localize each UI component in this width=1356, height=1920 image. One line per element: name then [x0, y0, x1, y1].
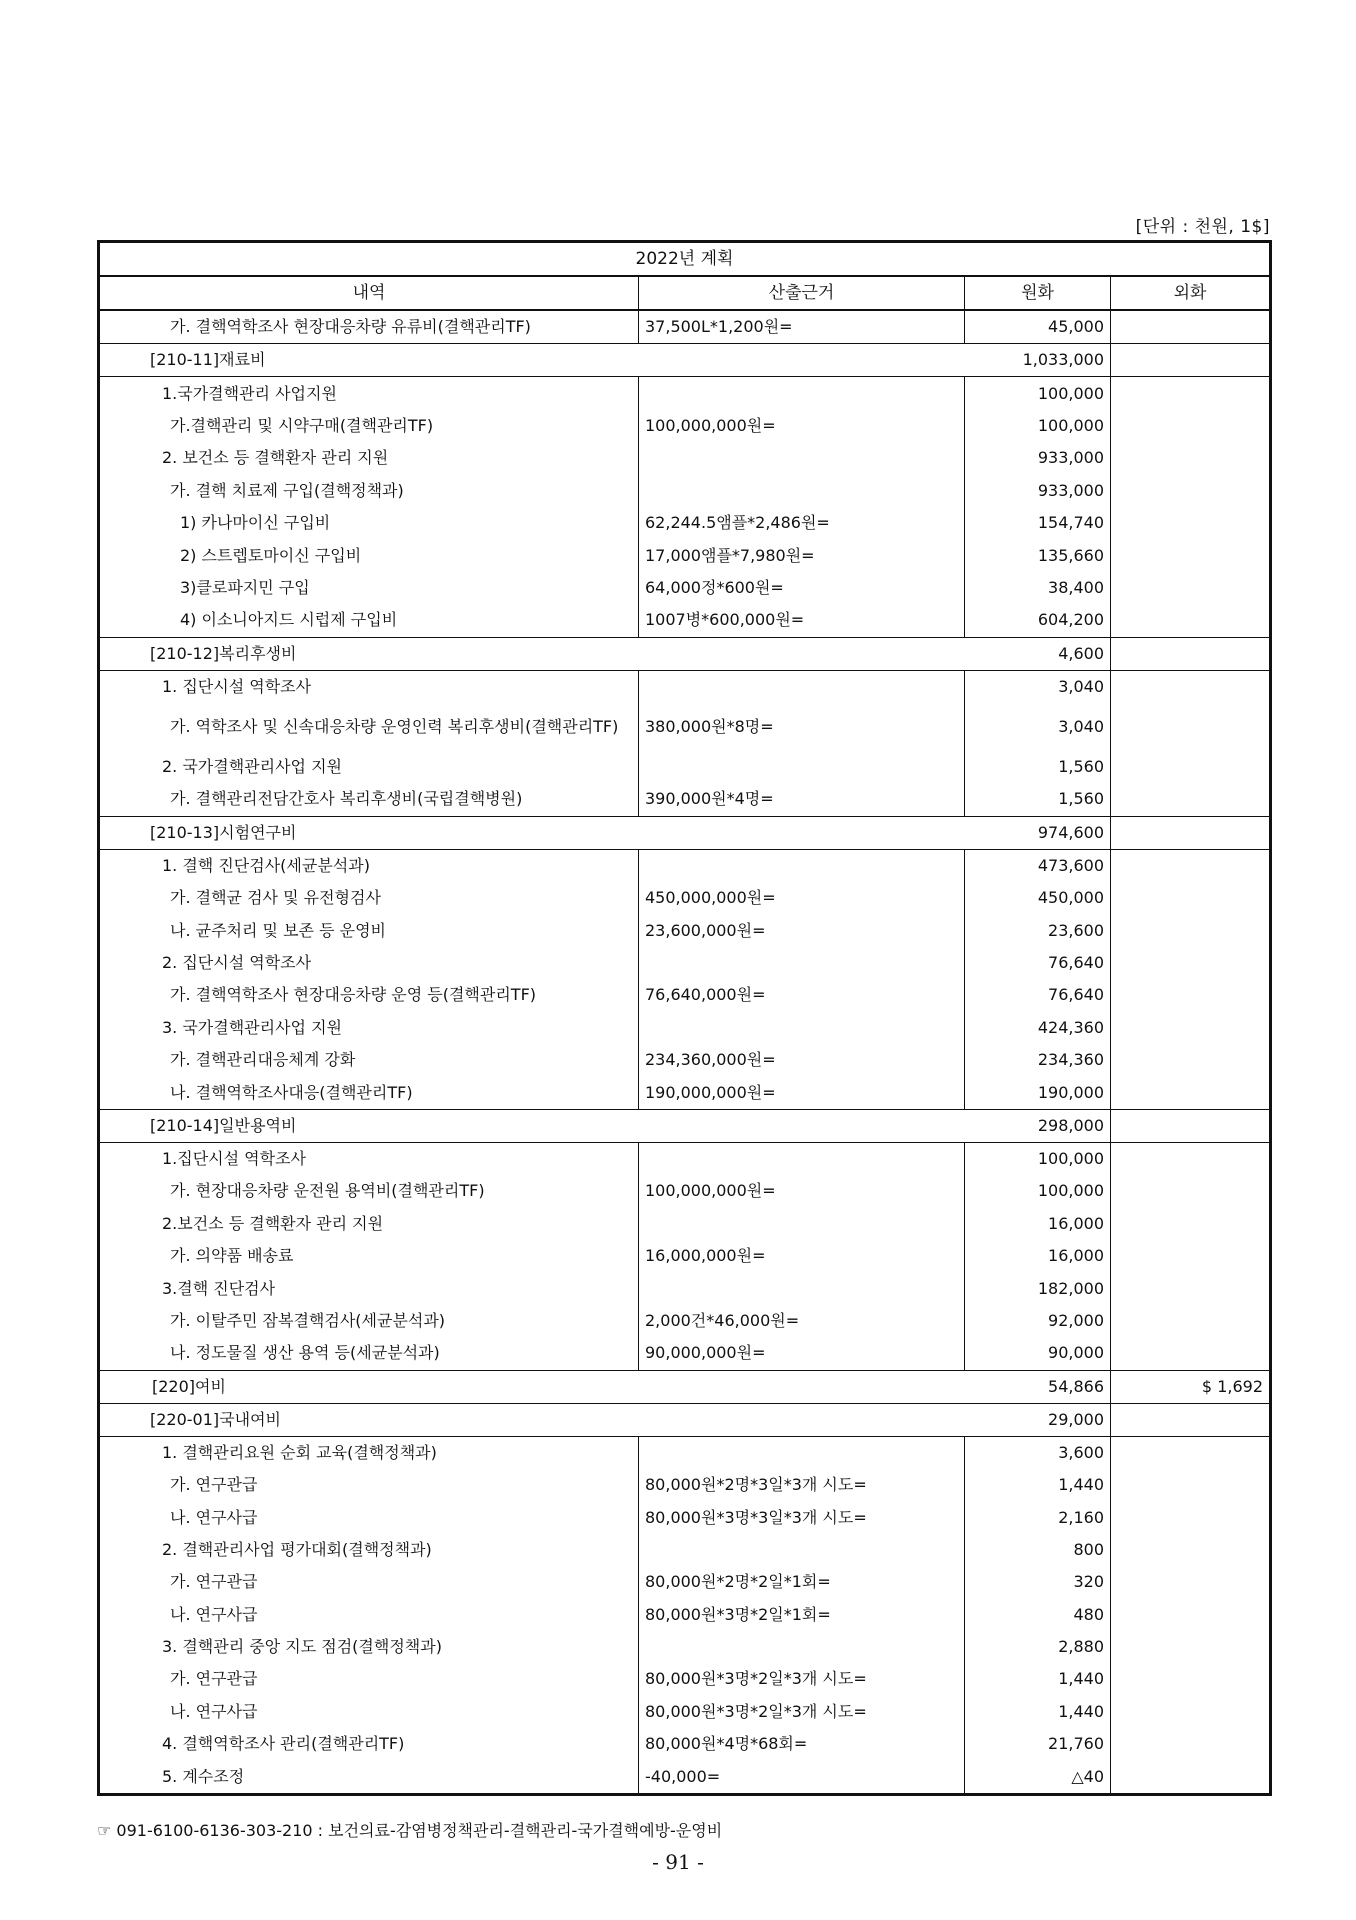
column-header-fx: 외화 [1111, 276, 1271, 310]
row-amount-foreign [1111, 377, 1271, 410]
row-description: 가. 결핵역학조사 현장대응차량 운영 등(결핵관리TF) [99, 979, 639, 1011]
budget-table [97, 240, 1272, 1796]
row-amount-won: 92,000 [965, 1305, 1111, 1337]
row-calculation [639, 947, 965, 979]
row-description: 가. 연구관급 [99, 1566, 639, 1598]
row-description: 4) 이소니아지드 시럽제 구입비 [99, 604, 639, 637]
row-calculation [639, 670, 965, 703]
row-amount-foreign [1111, 1272, 1271, 1304]
table-row [99, 1566, 1271, 1598]
row-amount-won: 23,600 [965, 914, 1111, 946]
row-calculation: 2,000건*46,000원= [639, 1305, 965, 1337]
row-calculation: 80,000원*3명*3일*3개 시도= [639, 1501, 965, 1533]
row-amount-won: 298,000 [965, 1109, 1111, 1142]
row-amount-foreign [1111, 1012, 1271, 1044]
row-amount-foreign [1111, 703, 1271, 751]
row-amount-won: 2,160 [965, 1501, 1111, 1533]
row-amount-won: 100,000 [965, 1175, 1111, 1207]
table-row [99, 1208, 1271, 1240]
row-amount-foreign [1111, 1436, 1271, 1469]
row-calculation: 62,244.5앰플*2,486원= [639, 507, 965, 539]
row-description: 가. 결핵관리전담간호사 복리후생비(국립결핵병원) [99, 783, 639, 816]
row-calculation: 80,000원*3명*2일*3개 시도= [639, 1696, 965, 1728]
row-calculation: 380,000원*8명= [639, 703, 965, 751]
row-description: 1. 결핵관리요원 순회 교육(결핵정책과) [99, 1436, 639, 1469]
row-description: 가. 결핵균 검사 및 유전형검사 [99, 882, 639, 914]
table-row [99, 1337, 1271, 1370]
row-amount-foreign [1111, 1663, 1271, 1695]
table-row [99, 1696, 1271, 1728]
row-calculation: 64,000정*600원= [639, 572, 965, 604]
row-calculation [639, 1534, 965, 1566]
row-amount-foreign [1111, 1534, 1271, 1566]
row-description: 1.국가결핵관리 사업지원 [99, 377, 639, 410]
row-description: 2. 국가결핵관리사업 지원 [99, 751, 639, 783]
row-amount-won: 4,600 [965, 637, 1111, 670]
table-row [99, 882, 1271, 914]
table-row-section [99, 637, 1271, 670]
row-amount-won: 3,040 [965, 703, 1111, 751]
table-row [99, 475, 1271, 507]
row-amount-foreign [1111, 344, 1271, 377]
table-row [99, 377, 1271, 410]
row-description: 나. 연구사급 [99, 1501, 639, 1533]
row-description: 2. 결핵관리사업 평가대회(결핵정책과) [99, 1534, 639, 1566]
table-row-section [99, 1370, 1271, 1403]
row-amount-foreign [1111, 783, 1271, 816]
row-amount-foreign [1111, 637, 1271, 670]
table-row [99, 1501, 1271, 1533]
table-row [99, 572, 1271, 604]
row-description: 2. 집단시설 역학조사 [99, 947, 639, 979]
row-calculation: 90,000,000원= [639, 1337, 965, 1370]
row-description: 2. 보건소 등 결핵환자 관리 지원 [99, 442, 639, 474]
row-calculation [639, 1142, 965, 1175]
row-description: 2.보건소 등 결핵환자 관리 지원 [99, 1208, 639, 1240]
row-amount-won: 29,000 [965, 1403, 1111, 1436]
table-row [99, 1142, 1271, 1175]
table-row [99, 979, 1271, 1011]
row-calculation: 80,000원*2명*2일*1회= [639, 1566, 965, 1598]
table-row [99, 1760, 1271, 1794]
row-description: 1) 카나마이신 구입비 [99, 507, 639, 539]
row-amount-foreign [1111, 1240, 1271, 1272]
row-calculation: 80,000원*3명*2일*1회= [639, 1599, 965, 1631]
row-amount-foreign [1111, 816, 1271, 849]
row-description: 3)클로파지민 구입 [99, 572, 639, 604]
row-description: 가. 결핵역학조사 현장대응차량 유류비(결핵관리TF) [99, 310, 639, 344]
table-row [99, 783, 1271, 816]
row-description: 1. 집단시설 역학조사 [99, 670, 639, 703]
row-amount-won: 234,360 [965, 1044, 1111, 1076]
row-description: 나. 결핵역학조사대응(결핵관리TF) [99, 1076, 639, 1109]
row-amount-foreign [1111, 1142, 1271, 1175]
row-amount-won: 933,000 [965, 475, 1111, 507]
table-row [99, 703, 1271, 751]
row-amount-foreign [1111, 1728, 1271, 1760]
row-amount-foreign [1111, 914, 1271, 946]
row-amount-foreign [1111, 539, 1271, 571]
row-amount-foreign [1111, 1109, 1271, 1142]
row-description: 가. 연구관급 [99, 1469, 639, 1501]
table-row [99, 914, 1271, 946]
row-amount-foreign [1111, 310, 1271, 344]
row-description: [210-11]재료비 [99, 344, 965, 377]
row-description: 3. 결핵관리 중앙 지도 점검(결핵정책과) [99, 1631, 639, 1663]
row-amount-won: 45,000 [965, 310, 1111, 344]
row-amount-won: 1,440 [965, 1663, 1111, 1695]
row-description: [210-13]시험연구비 [99, 816, 965, 849]
row-amount-foreign [1111, 1760, 1271, 1794]
row-amount-won: 1,033,000 [965, 344, 1111, 377]
row-calculation: 37,500L*1,200원= [639, 310, 965, 344]
row-amount-won: 1,440 [965, 1469, 1111, 1501]
row-description: 가.결핵관리 및 시약구매(결핵관리TF) [99, 410, 639, 442]
table-row [99, 1272, 1271, 1304]
row-description: [210-12]복리후생비 [99, 637, 965, 670]
row-description: 나. 연구사급 [99, 1599, 639, 1631]
row-amount-won: 190,000 [965, 1076, 1111, 1109]
table-row [99, 604, 1271, 637]
row-amount-won: 1,560 [965, 783, 1111, 816]
row-amount-foreign [1111, 572, 1271, 604]
row-amount-won: 2,880 [965, 1631, 1111, 1663]
row-calculation [639, 849, 965, 882]
row-calculation: 80,000원*3명*2일*3개 시도= [639, 1663, 965, 1695]
table-row [99, 1076, 1271, 1109]
row-amount-foreign [1111, 1175, 1271, 1207]
column-header-desc: 내역 [99, 276, 639, 310]
row-calculation [639, 1631, 965, 1663]
row-amount-won: 933,000 [965, 442, 1111, 474]
table-row [99, 670, 1271, 703]
column-header-calc: 산출근거 [639, 276, 965, 310]
row-amount-won: 90,000 [965, 1337, 1111, 1370]
row-amount-foreign [1111, 1696, 1271, 1728]
row-calculation [639, 751, 965, 783]
row-description: 가. 의약품 배송료 [99, 1240, 639, 1272]
row-amount-foreign [1111, 1469, 1271, 1501]
row-calculation: 23,600,000원= [639, 914, 965, 946]
table-row [99, 1044, 1271, 1076]
row-description: 가. 현장대응차량 운전원 용역비(결핵관리TF) [99, 1175, 639, 1207]
budget-code-footnote: ☞ 091-6100-6136-303-210 : 보건의료-감염병정책관리-결핵관리-국가결핵예방-운영비 [97, 1821, 723, 1840]
row-description: 5. 계수조정 [99, 1760, 639, 1794]
row-amount-foreign [1111, 604, 1271, 637]
row-description: 가. 이탈주민 잠복결핵검사(세균분석과) [99, 1305, 639, 1337]
row-calculation: 100,000,000원= [639, 1175, 965, 1207]
row-description: 1. 결핵 진단검사(세균분석과) [99, 849, 639, 882]
row-amount-won: 424,360 [965, 1012, 1111, 1044]
row-amount-won: 450,000 [965, 882, 1111, 914]
row-amount-won: 1,560 [965, 751, 1111, 783]
table-row-section [99, 344, 1271, 377]
row-amount-foreign [1111, 507, 1271, 539]
row-amount-foreign [1111, 1208, 1271, 1240]
row-amount-won: 604,200 [965, 604, 1111, 637]
row-amount-won: △40 [965, 1760, 1111, 1794]
table-row [99, 442, 1271, 474]
table-row [99, 410, 1271, 442]
row-amount-won: 21,760 [965, 1728, 1111, 1760]
row-description: 가. 역학조사 및 신속대응차량 운영인력 복리후생비(결핵관리TF) [99, 703, 639, 751]
row-calculation [639, 1208, 965, 1240]
row-amount-foreign [1111, 442, 1271, 474]
row-amount-won: 473,600 [965, 849, 1111, 882]
row-amount-foreign [1111, 1044, 1271, 1076]
row-calculation [639, 475, 965, 507]
row-calculation [639, 1272, 965, 1304]
table-row [99, 1631, 1271, 1663]
table-row-section [99, 816, 1271, 849]
row-amount-won: 100,000 [965, 410, 1111, 442]
page-number: - 91 - [652, 1850, 704, 1874]
row-amount-won: 38,400 [965, 572, 1111, 604]
row-description: 3.결핵 진단검사 [99, 1272, 639, 1304]
row-calculation: 16,000,000원= [639, 1240, 965, 1272]
row-amount-foreign [1111, 1599, 1271, 1631]
row-amount-won: 3,040 [965, 670, 1111, 703]
row-calculation: -40,000= [639, 1760, 965, 1794]
table-row [99, 1012, 1271, 1044]
row-calculation: 234,360,000원= [639, 1044, 965, 1076]
row-description: [210-14]일반용역비 [99, 1109, 965, 1142]
row-description: 가. 결핵 치료제 구입(결핵정책과) [99, 475, 639, 507]
row-description: [220-01]국내여비 [99, 1403, 965, 1436]
row-calculation [639, 1012, 965, 1044]
row-amount-foreign [1111, 475, 1271, 507]
row-calculation [639, 442, 965, 474]
row-calculation: 17,000앰플*7,980원= [639, 539, 965, 571]
table-row-section [99, 1109, 1271, 1142]
row-calculation: 76,640,000원= [639, 979, 965, 1011]
row-calculation: 1007병*600,000원= [639, 604, 965, 637]
row-calculation [639, 377, 965, 410]
row-amount-won: 76,640 [965, 947, 1111, 979]
row-amount-won: 100,000 [965, 1142, 1111, 1175]
row-amount-won: 800 [965, 1534, 1111, 1566]
row-amount-won: 154,740 [965, 507, 1111, 539]
row-description: 1.집단시설 역학조사 [99, 1142, 639, 1175]
row-description: 가. 연구관급 [99, 1663, 639, 1695]
row-amount-foreign [1111, 882, 1271, 914]
table-row [99, 1663, 1271, 1695]
table-row-section [99, 1403, 1271, 1436]
table-row [99, 1534, 1271, 1566]
row-calculation: 80,000원*4명*68회= [639, 1728, 965, 1760]
row-amount-foreign [1111, 1501, 1271, 1533]
row-amount-foreign [1111, 979, 1271, 1011]
table-row [99, 507, 1271, 539]
row-amount-won: 135,660 [965, 539, 1111, 571]
table-body [99, 310, 1271, 1794]
column-header-won: 원화 [965, 276, 1111, 310]
row-amount-won: 76,640 [965, 979, 1111, 1011]
row-amount-foreign [1111, 1403, 1271, 1436]
row-description: 3. 국가결핵관리사업 지원 [99, 1012, 639, 1044]
table-title: 2022년 계획 [99, 242, 1271, 277]
row-calculation: 450,000,000원= [639, 882, 965, 914]
table-row [99, 310, 1271, 344]
table-row [99, 1599, 1271, 1631]
row-calculation: 190,000,000원= [639, 1076, 965, 1109]
row-description: 나. 균주처리 및 보존 등 운영비 [99, 914, 639, 946]
table-row [99, 1469, 1271, 1501]
table-row [99, 1240, 1271, 1272]
row-amount-won: 480 [965, 1599, 1111, 1631]
row-amount-foreign: $ 1,692 [1111, 1370, 1271, 1403]
table-row [99, 947, 1271, 979]
row-amount-won: 16,000 [965, 1208, 1111, 1240]
table-row [99, 1175, 1271, 1207]
row-amount-foreign [1111, 1337, 1271, 1370]
row-description: 가. 결핵관리대응체계 강화 [99, 1044, 639, 1076]
row-amount-foreign [1111, 670, 1271, 703]
row-amount-won: 54,866 [965, 1370, 1111, 1403]
row-amount-foreign [1111, 1305, 1271, 1337]
row-amount-foreign [1111, 947, 1271, 979]
table-row [99, 1728, 1271, 1760]
row-description: [220]여비 [99, 1370, 965, 1403]
row-amount-foreign [1111, 410, 1271, 442]
row-amount-won: 100,000 [965, 377, 1111, 410]
row-amount-foreign [1111, 1566, 1271, 1598]
row-amount-won: 182,000 [965, 1272, 1111, 1304]
table-row [99, 1305, 1271, 1337]
table-row [99, 1436, 1271, 1469]
row-calculation: 100,000,000원= [639, 410, 965, 442]
row-description: 나. 정도물질 생산 용역 등(세균분석과) [99, 1337, 639, 1370]
row-amount-won: 1,440 [965, 1696, 1111, 1728]
table-row [99, 539, 1271, 571]
table-row [99, 849, 1271, 882]
row-amount-foreign [1111, 1076, 1271, 1109]
row-description: 나. 연구사급 [99, 1696, 639, 1728]
row-description: 2) 스트렙토마이신 구입비 [99, 539, 639, 571]
row-calculation: 80,000원*2명*3일*3개 시도= [639, 1469, 965, 1501]
row-amount-foreign [1111, 1631, 1271, 1663]
unit-note: [단위 : 천원, 1$] [1135, 217, 1270, 237]
row-amount-won: 3,600 [965, 1436, 1111, 1469]
row-calculation [639, 1436, 965, 1469]
row-amount-won: 974,600 [965, 816, 1111, 849]
row-calculation: 390,000원*4명= [639, 783, 965, 816]
row-amount-foreign [1111, 751, 1271, 783]
table-row [99, 751, 1271, 783]
row-amount-won: 16,000 [965, 1240, 1111, 1272]
row-description: 4. 결핵역학조사 관리(결핵관리TF) [99, 1728, 639, 1760]
row-amount-foreign [1111, 849, 1271, 882]
row-amount-won: 320 [965, 1566, 1111, 1598]
